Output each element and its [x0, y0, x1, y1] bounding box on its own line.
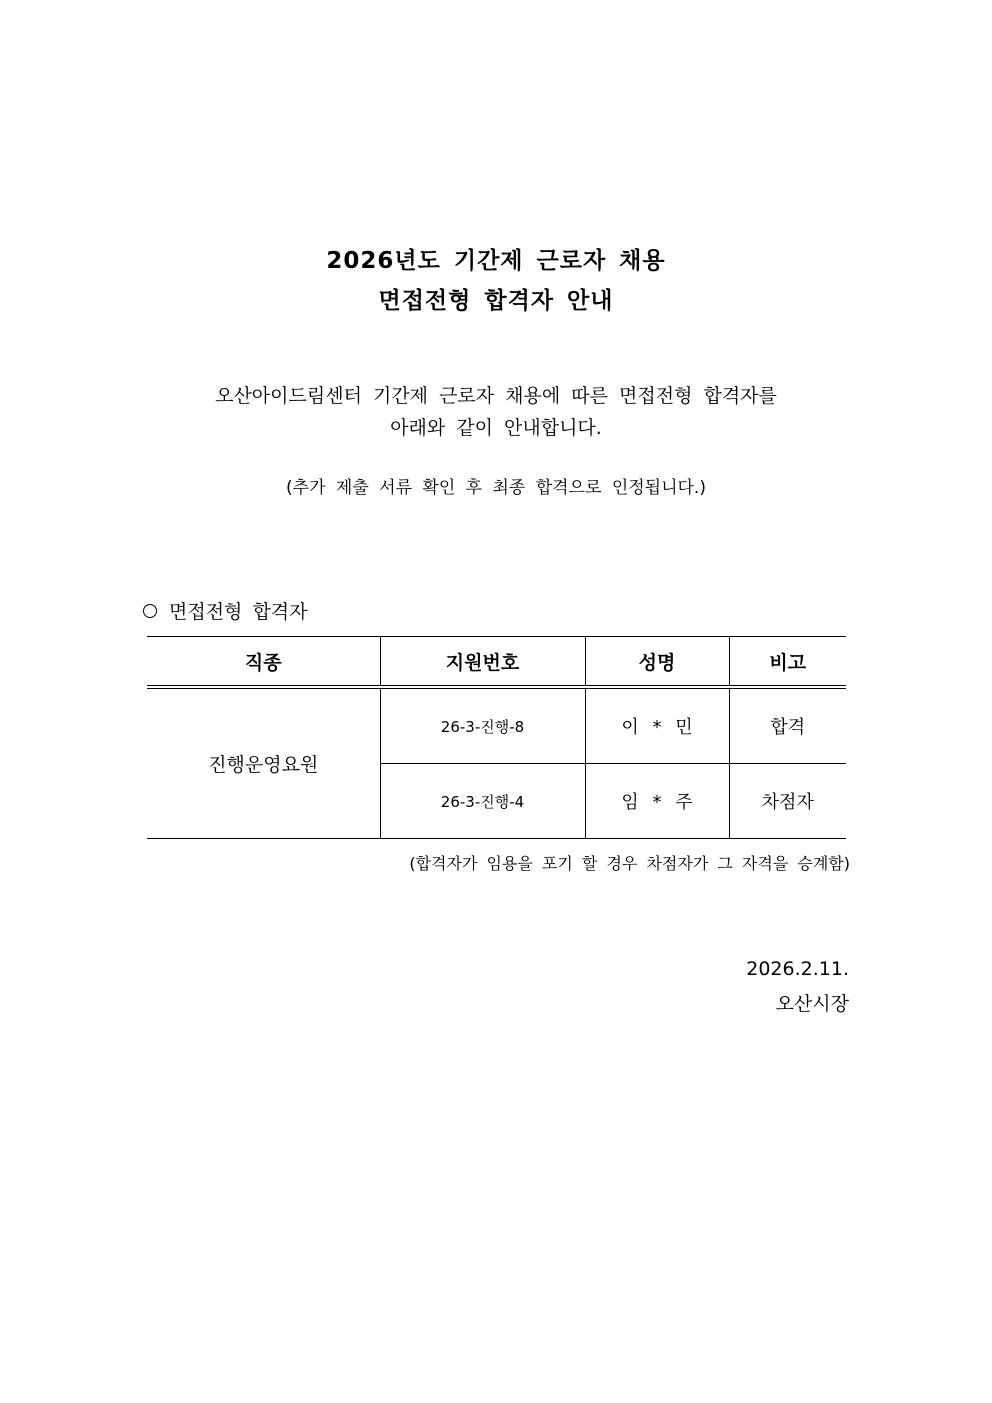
circle-bullet-icon	[143, 604, 157, 618]
section-heading-text: 면접전형 합격자	[169, 601, 308, 623]
table-header-row	[147, 637, 846, 688]
section-heading	[143, 597, 308, 624]
cell-number: 26-3-진행-4	[380, 764, 585, 839]
cell-job: 진행운영요원	[147, 687, 380, 839]
table-note: (합격자가 임용을 포기 할 경우 차점자가 그 자격을 승계함)	[409, 854, 850, 873]
intro-line1: 오산아이드림센터 기간제 근로자 채용에 따른 면접전형 합격자를	[215, 385, 777, 407]
header-name: 성명	[585, 637, 729, 688]
intro-line2: 아래와 같이 안내합니다.	[390, 417, 602, 439]
header-number: 지원번호	[380, 637, 585, 688]
cell-number: 26-3-진행-8	[380, 687, 585, 764]
table-row	[147, 687, 846, 764]
document-title-line2: 면접전형 합격자 안내	[378, 288, 614, 314]
header-job: 직종	[147, 637, 380, 688]
document-date: 2026.2.11.	[746, 958, 849, 980]
document-title-line1: 2026년도 기간제 근로자 채용	[326, 248, 666, 274]
cell-name: 이 * 민	[585, 687, 729, 764]
cell-note: 차점자	[729, 764, 846, 839]
header-note: 비고	[729, 637, 846, 688]
intro-note: (추가 제출 서류 확인 후 최종 합격으로 인정됩니다.)	[286, 478, 706, 498]
cell-name: 임 * 주	[585, 764, 729, 839]
document-signer: 오산시장	[775, 993, 849, 1015]
result-table	[147, 636, 846, 839]
cell-note: 합격	[729, 687, 846, 764]
